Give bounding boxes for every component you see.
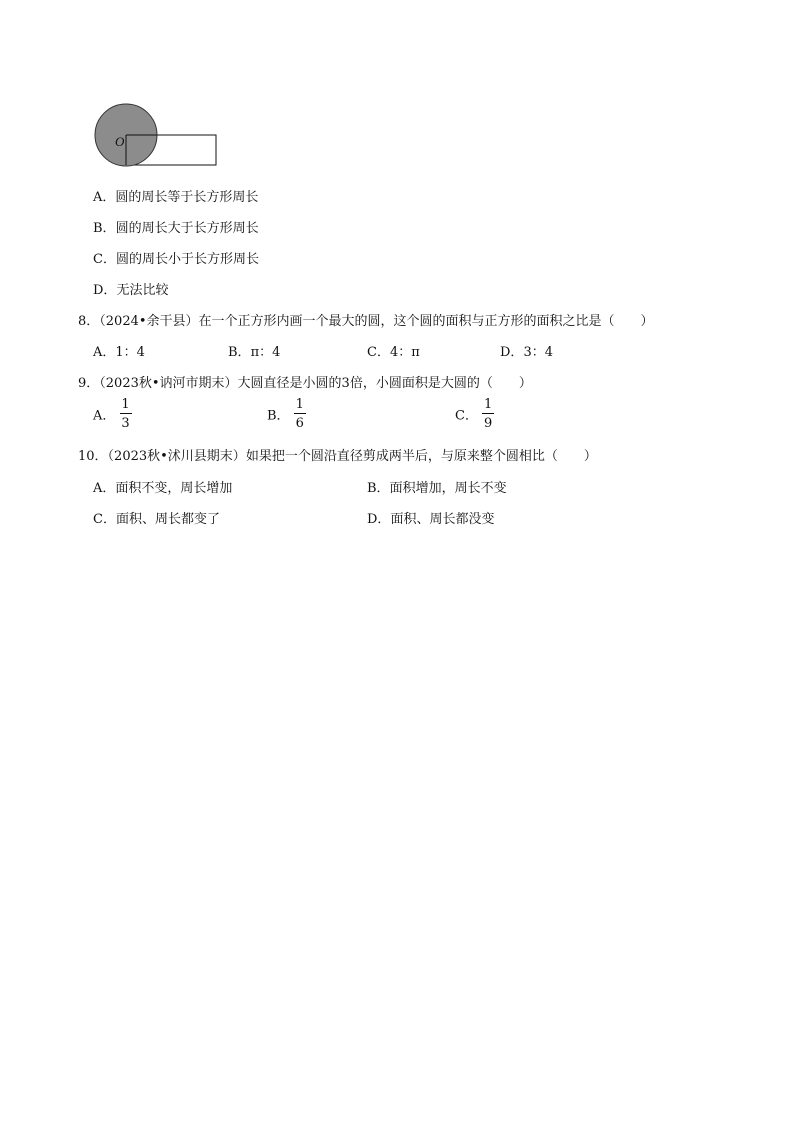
option-letter: D． xyxy=(500,345,524,360)
option-letter: A． xyxy=(93,408,116,424)
question-source: （2023秋•沭川县期末） xyxy=(107,449,246,464)
question-8 xyxy=(78,310,654,329)
option-text: 圆的周长大于长方形周长 xyxy=(115,221,259,236)
fraction-denominator: 3 xyxy=(121,416,130,431)
question-10 xyxy=(78,445,597,464)
option-letter: A． xyxy=(93,481,116,496)
question-stem: 在一个正方形内画一个最大的圆，这个圆的面积与正方形的面积之比是（ ） xyxy=(198,314,654,329)
fraction xyxy=(482,398,494,430)
q8-option-a[interactable] xyxy=(93,341,145,360)
fraction-numerator: 1 xyxy=(295,397,304,412)
q8-option-d[interactable] xyxy=(500,341,553,360)
option-letter: A． xyxy=(93,345,116,360)
fraction-numerator: 1 xyxy=(121,397,130,412)
question-stem: 如果把一个圆沿直径剪成两半后，与原来整个圆相比（ ） xyxy=(245,449,597,464)
option-letter: B． xyxy=(93,221,116,236)
center-label: O xyxy=(115,134,125,149)
q9-option-c[interactable] xyxy=(455,397,494,432)
q10-option-b[interactable] xyxy=(367,477,507,496)
option-text: 1：4 xyxy=(115,345,145,360)
q9-option-b[interactable] xyxy=(267,397,306,432)
option-text: 面积、周长都变了 xyxy=(115,512,220,527)
option-text: 圆的周长小于长方形周长 xyxy=(115,252,259,267)
option-text: 面积增加，周长不变 xyxy=(389,481,507,496)
option-letter: B． xyxy=(267,408,290,424)
q10-option-d[interactable] xyxy=(367,508,494,527)
q8-option-c[interactable] xyxy=(367,341,420,360)
option-text: 无法比较 xyxy=(116,283,169,298)
option-letter: C． xyxy=(455,408,478,424)
q7-option-c[interactable] xyxy=(93,248,259,267)
option-text: 面积、周长都没变 xyxy=(390,512,495,527)
question-9 xyxy=(78,372,532,391)
q10-option-c[interactable] xyxy=(93,508,220,527)
q10-option-a[interactable] xyxy=(93,477,232,496)
question-source: （2023秋•讷河市期末） xyxy=(99,376,238,391)
fraction-denominator: 6 xyxy=(295,416,304,431)
fraction-denominator: 9 xyxy=(483,416,493,431)
option-text: 4：π xyxy=(389,345,420,360)
option-text: 圆的周长等于长方形周长 xyxy=(115,190,259,205)
option-letter: C． xyxy=(93,512,116,527)
fraction xyxy=(119,398,131,430)
q9-option-a[interactable] xyxy=(93,397,132,432)
option-text: 面积不变，周长增加 xyxy=(115,481,233,496)
question-stem: 大圆直径是小圆的3倍，小圆面积是大圆的（ ） xyxy=(237,376,532,391)
option-letter: A． xyxy=(93,190,116,205)
fraction xyxy=(294,398,306,430)
fraction-numerator: 1 xyxy=(483,397,493,412)
option-text: π：4 xyxy=(250,345,281,360)
option-text: 3：4 xyxy=(523,345,553,360)
question-number: 9． xyxy=(78,376,100,391)
option-letter: B． xyxy=(228,345,251,360)
option-letter: D． xyxy=(367,512,391,527)
question-source: （2024•余干县） xyxy=(99,314,199,329)
option-letter: D． xyxy=(93,283,117,298)
q8-option-b[interactable] xyxy=(228,341,280,360)
q7-option-b[interactable] xyxy=(93,217,259,236)
option-letter: B． xyxy=(367,481,390,496)
option-letter: C． xyxy=(367,345,390,360)
question-number: 10． xyxy=(78,449,108,464)
q7-option-a[interactable] xyxy=(93,186,258,205)
circle-rectangle-figure xyxy=(94,102,218,168)
option-letter: C． xyxy=(93,252,116,267)
q7-option-d[interactable] xyxy=(93,279,168,298)
question-number: 8． xyxy=(78,314,100,329)
